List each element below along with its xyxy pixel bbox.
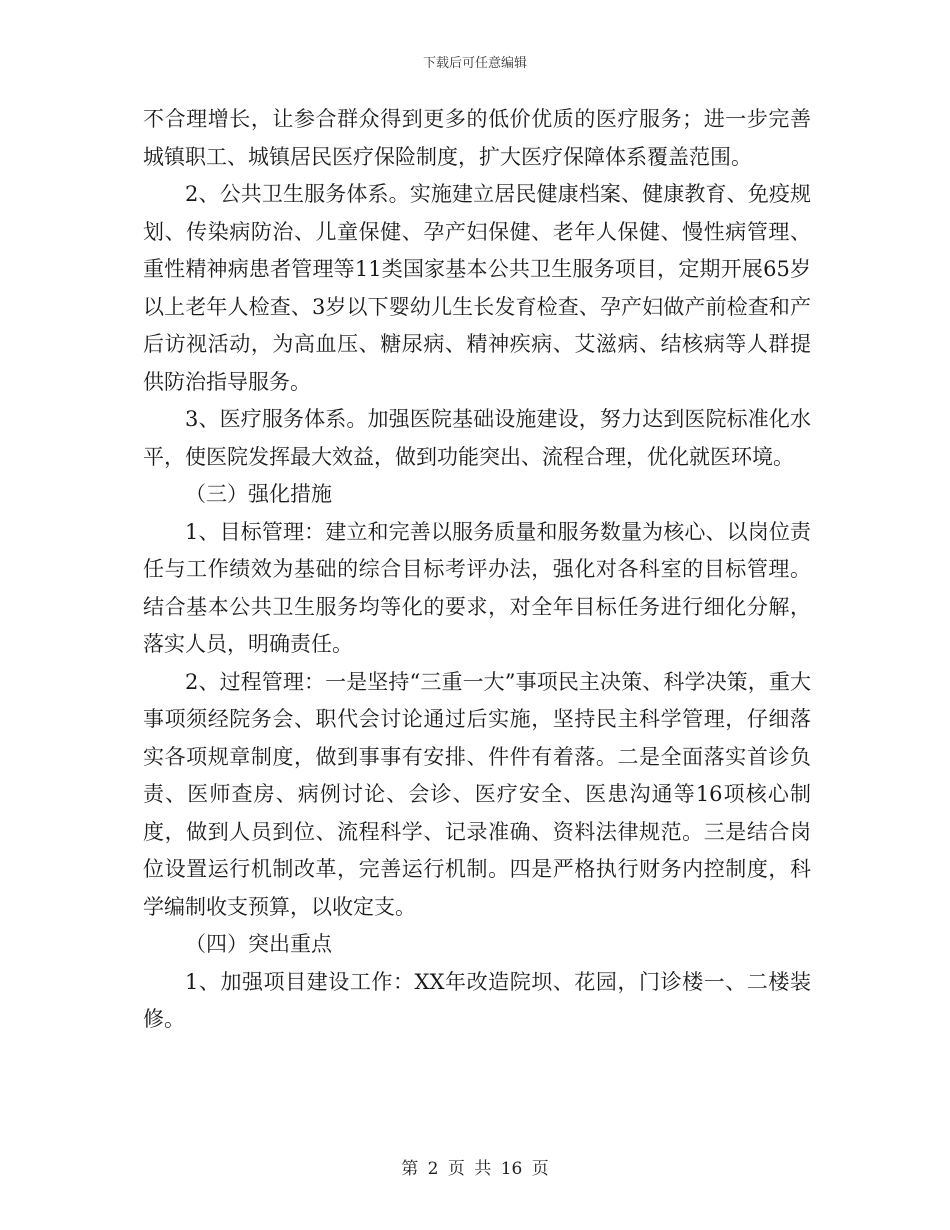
paragraph-public-health: 2、公共卫生服务体系。实施建立居民健康档案、健康教育、免疫规划、传染病防治、儿童保健、孕产妇保健、老年人保健、慢性病管理、重性精神病患者管理等11类国家基本公共卫生服务项目，定期开展65岁以上老年人检查、3岁以下婴幼儿生长发育检查、孕产妇做产前检查和产后访视活动，为高血压、糖尿病、精神疾病、艾滋病、结核病等人群提供防治指导服务。 <box>143 182 811 394</box>
paragraph-process-management: 2、过程管理：一是坚持“三重一大”事项民主决策、科学决策，重大事项须经院务会、职代会讨论通过后实施，坚持民主科学管理，仔细落实各项规章制度，做到事事有安排、件件有着落。二是全面落实首诊负责、医师查房、病例讨论、会诊、医疗安全、医患沟通等16项核心制度，做到人员到位、流程科学、记录准确、资料法律规范。三是结合岗位设置运行机制改革，完善运行机制。四是严格执行财务内控制度，科学编制收支预算，以收定支。 <box>143 669 811 919</box>
section-heading-priorities: （四）突出重点 <box>185 932 332 956</box>
paragraph-continuation: 不合理增长，让参合群众得到更多的低价优质的医疗服务；进一步完善城镇职工、城镇居民医疗保险制度，扩大医疗保障体系覆盖范围。 <box>143 107 811 169</box>
page-footer: 第 2 页 共 16 页 <box>401 1159 549 1179</box>
page-header: 下载后可任意编辑 <box>422 56 527 71</box>
paragraph-project-construction: 1、加强项目建设工作：XX年改造院坝、花园，门诊楼一、二楼装修。 <box>143 969 811 1031</box>
paragraph-target-management: 1、目标管理：建立和完善以服务质量和服务数量为核心、以岗位责任与工作绩效为基础的综合目标考评办法，强化对各科室的目标管理。结合基本公共卫生服务均等化的要求，对全年目标任务进行细化分解，落实人员，明确责任。 <box>143 519 811 656</box>
paragraph-medical-service: 3、医疗服务体系。加强医院基础设施建设，努力达到医院标准化水平，使医院发挥最大效益，做到功能突出、流程合理，优化就医环境。 <box>143 407 811 469</box>
document-body <box>143 101 811 1039</box>
section-heading-measures: （三）强化措施 <box>185 482 332 506</box>
